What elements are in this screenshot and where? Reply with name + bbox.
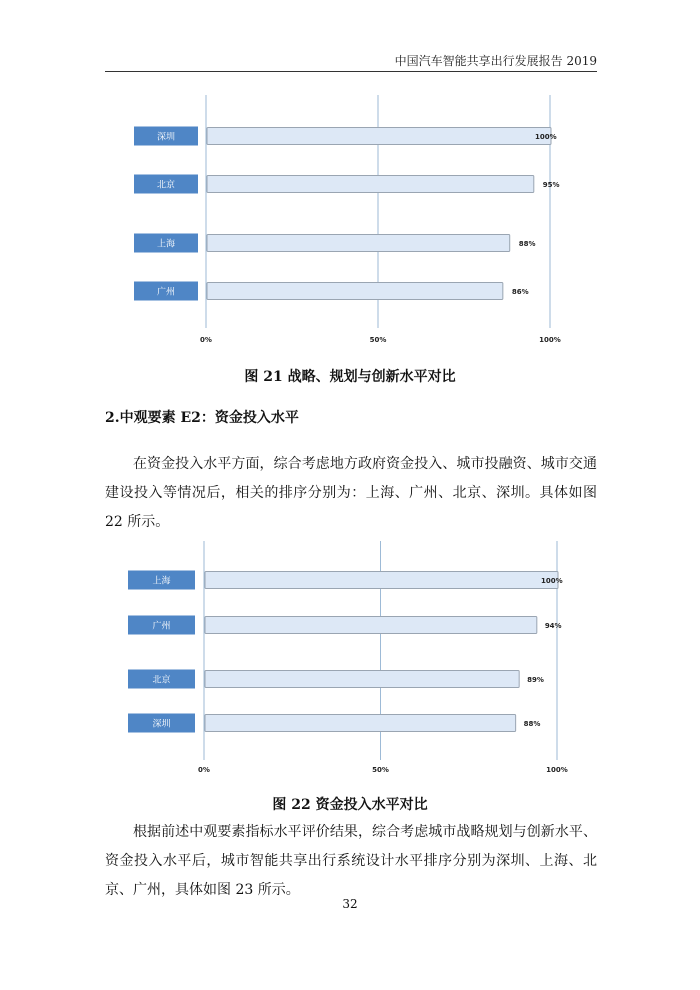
category-label: 广州 bbox=[156, 287, 176, 298]
paragraph-funding: 在资金投入水平方面，综合考虑地方政府资金投入、城市投融资、城市交通建设投入等情况后，相关的排序分别为：上海、广州、北京、深圳。具体如图 22 所示。 bbox=[105, 456, 597, 530]
data-label: 100% bbox=[541, 577, 563, 585]
bar bbox=[205, 617, 537, 634]
category-label: 北京 bbox=[156, 180, 176, 191]
bar bbox=[205, 671, 519, 688]
category-label: 北京 bbox=[152, 675, 171, 686]
data-label: 89% bbox=[527, 676, 544, 684]
category-label: 深圳 bbox=[156, 132, 176, 143]
tick-label: 100% bbox=[539, 336, 561, 344]
category-label: 广州 bbox=[152, 621, 171, 632]
bar bbox=[205, 572, 558, 589]
data-label: 100% bbox=[535, 133, 557, 141]
tick-label: 0% bbox=[200, 336, 212, 344]
category-label: 上海 bbox=[152, 576, 171, 587]
figure-21-caption: 图 21 战略、规划与创新水平对比 bbox=[244, 369, 456, 385]
page-header: 中国汽车智能共享出行发展报告 2019 bbox=[394, 54, 597, 68]
category-label: 深圳 bbox=[152, 719, 171, 730]
figure-22-caption: 图 22 资金投入水平对比 bbox=[272, 797, 428, 813]
category-label: 上海 bbox=[156, 239, 176, 250]
page-number: 32 bbox=[342, 897, 358, 911]
bar bbox=[205, 715, 516, 732]
data-label: 95% bbox=[542, 181, 560, 189]
tick-label: 50% bbox=[372, 766, 389, 774]
section-heading: 2.中观要素 E2：资金投入水平 bbox=[105, 410, 299, 426]
tick-label: 0% bbox=[198, 766, 210, 774]
data-label: 86% bbox=[511, 288, 529, 296]
data-label: 88% bbox=[518, 240, 536, 248]
data-label: 88% bbox=[523, 720, 541, 728]
tick-label: 50% bbox=[369, 336, 387, 344]
tick-label: 100% bbox=[546, 766, 568, 774]
paragraph-summary: 根据前述中观要素指标水平评价结果，综合考虑城市战略规划与创新水平、资金投入水平后，城市智能共享出行系统设计水平排序分别为深圳、上海、北京、广州，具体如图 23 所示。 bbox=[105, 824, 597, 898]
data-label: 94% bbox=[544, 622, 562, 630]
